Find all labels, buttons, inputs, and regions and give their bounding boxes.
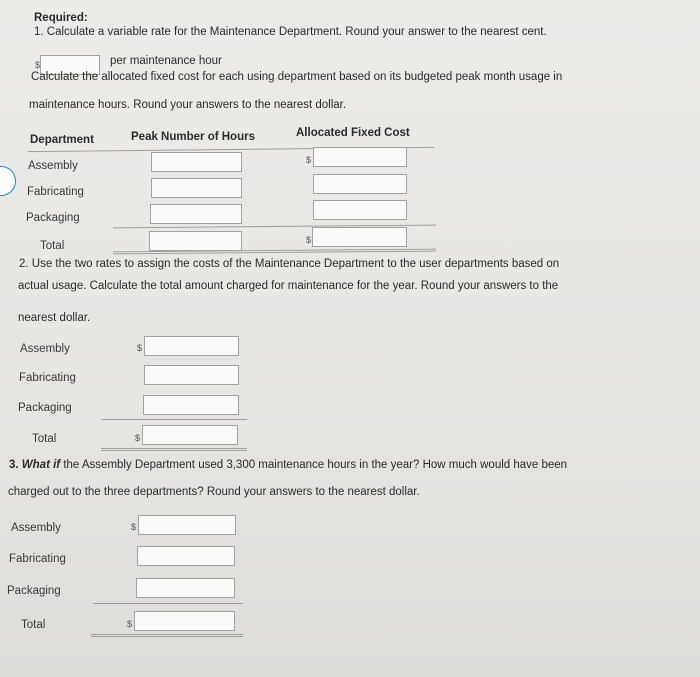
rate-unit-label: per maintenance hour [110, 55, 222, 67]
q2-prompt-line3: nearest dollar. [18, 312, 91, 324]
q3-prompt-rest: the Assembly Department used 3,300 maintenance hours in the year? How much would have been [63, 459, 568, 471]
assembly-fixed-cost-input[interactable] [313, 147, 407, 167]
q2-total-input[interactable] [142, 425, 238, 445]
packaging-fixed-cost-input[interactable] [313, 200, 407, 220]
q3-row-fabricating: Fabricating [9, 553, 66, 565]
q3-fabricating-input[interactable] [137, 546, 235, 566]
q1-row-assembly: Assembly [28, 160, 78, 172]
q3-total-currency: $ [127, 619, 133, 629]
q3-row-packaging: Packaging [7, 585, 61, 597]
q2-total-double-rule [101, 448, 247, 451]
q1-prompt: 1. Calculate a variable rate for the Maintenance Department. Round your answer to the nearest cent. [34, 26, 547, 38]
alloc-prompt-line2: maintenance hours. Round your answers to the nearest dollar. [29, 99, 347, 111]
q2-row-fabricating: Fabricating [19, 372, 76, 384]
q3-total-input[interactable] [134, 611, 235, 631]
total-hours-input[interactable] [149, 231, 242, 251]
q1-row-total: Total [40, 240, 65, 252]
q3-packaging-input[interactable] [136, 578, 235, 598]
side-tab-indicator[interactable] [0, 166, 16, 196]
col-header-peak-hours: Peak Number of Hours [131, 131, 255, 143]
rate-currency: $ [35, 60, 41, 70]
q2-assembly-input[interactable] [144, 336, 239, 356]
q2-total-rule [101, 419, 247, 420]
fabricating-fixed-cost-input[interactable] [313, 174, 407, 194]
q2-fabricating-input[interactable] [144, 365, 239, 385]
q2-row-assembly: Assembly [20, 343, 70, 355]
q3-what-if: What if [21, 459, 61, 471]
assembly-hours-input[interactable] [151, 152, 242, 172]
q3-number: 3. [9, 459, 19, 471]
col-header-department: Department [30, 134, 94, 146]
fixed-assembly-currency: $ [306, 155, 312, 165]
q2-assembly-currency: $ [137, 343, 143, 353]
q2-total-currency: $ [135, 433, 141, 443]
q2-row-total: Total [32, 433, 57, 445]
q2-packaging-input[interactable] [143, 395, 239, 415]
q2-prompt-line1: 2. Use the two rates to assign the costs of the Maintenance Department to the user departments based on [19, 258, 560, 270]
q1-row-packaging: Packaging [26, 212, 80, 224]
total-fixed-cost-input[interactable] [312, 227, 407, 247]
packaging-hours-input[interactable] [150, 204, 242, 224]
q3-row-total: Total [21, 619, 46, 631]
fixed-total-currency: $ [306, 235, 312, 245]
q3-assembly-currency: $ [131, 522, 137, 532]
q3-row-assembly: Assembly [11, 522, 61, 534]
fabricating-hours-input[interactable] [151, 178, 242, 198]
alloc-prompt-line1: Calculate the allocated fixed cost for each using department based on its budgeted peak month usage in [31, 71, 563, 83]
q3-total-rule [93, 603, 243, 604]
q3-prompt-line2: charged out to the three departments? Round your answers to the nearest dollar. [8, 486, 420, 498]
q1-row-fabricating: Fabricating [27, 186, 84, 198]
q3-assembly-input[interactable] [138, 515, 236, 535]
required-heading: Required: [34, 12, 88, 24]
q2-prompt-line2: actual usage. Calculate the total amount charged for maintenance for the year. Round your answers to the [18, 280, 559, 292]
q3-prompt-line1 [9, 457, 567, 473]
q3-total-double-rule [91, 634, 243, 637]
q2-row-packaging: Packaging [18, 402, 72, 414]
col-header-allocated-fixed-cost: Allocated Fixed Cost [296, 127, 410, 139]
